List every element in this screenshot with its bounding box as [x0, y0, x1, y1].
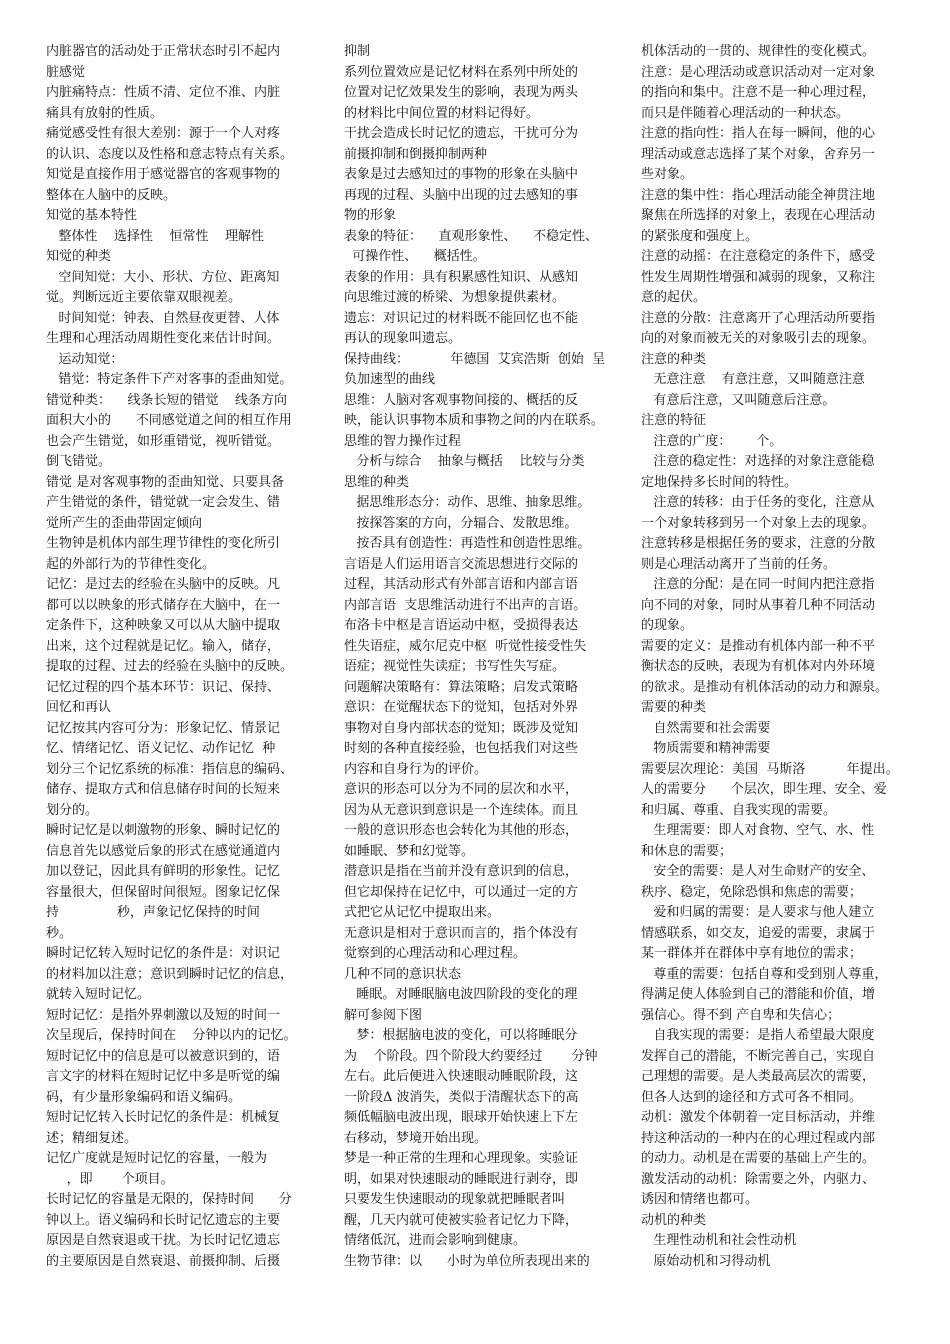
text-line: 记忆：是过去的经验在头脑中的反映。凡: [46, 577, 281, 592]
text-line: 瞬时记忆转入短时记忆的条件是：对识记: [46, 946, 281, 961]
text-line: 向不同的对象，同时从事着几种不同活动: [641, 597, 876, 613]
text-line: 回忆和再认: [46, 700, 112, 715]
text-line: 生理和心理活动周期性变化来估计时间。: [46, 331, 281, 346]
text-line: 错觉：特定条件下产对客事的歪曲知觉。: [46, 372, 293, 387]
text-line: 无意注意 有意注意，又叫随意注意: [641, 372, 865, 387]
text-line: 的材料加以注意；意识到瞬时记忆的信息，: [46, 966, 294, 982]
text-line: 加以登记，因此具有鲜明的形象性。记忆: [46, 864, 281, 879]
text-line: 思维：人脑对客观事物间接的、概括的反: [344, 392, 579, 408]
text-line: 生物钟是机体内部生理节律性的变化所引: [46, 536, 281, 551]
text-line: 倒飞错觉。: [46, 454, 112, 469]
text-line: 都可以以映象的形式储存在大脑中，在一: [46, 597, 281, 613]
text-line: 物的形象: [344, 208, 397, 223]
text-line: 诱因和情绪也都可。: [641, 1192, 759, 1207]
text-line: 觉。判断远近主要依靠双眼视差。: [46, 290, 242, 305]
text-line: 的欲求。是推动有机体活动的动力和源泉。: [641, 679, 889, 695]
text-line: 遗忘：对识记过的材料既不能回忆也不能: [344, 310, 579, 326]
text-line: 性发生周期性增强和减弱的现象，又称注: [641, 269, 876, 285]
text-line: 无意识是相对于意识而言的，指个体没有: [344, 925, 579, 941]
text-line: 明，如果对快速眼动的睡眠进行剥夺，即: [344, 1171, 579, 1187]
text-line: 只要发生快速眼动的现象就把睡眠者叫: [344, 1192, 566, 1207]
text-line: 和休息的需要；: [641, 843, 733, 859]
text-line: 思维的智力操作过程: [344, 433, 462, 449]
text-line: 表象的特征： 直观形象性、 不稳定性、: [344, 228, 599, 244]
text-line: 注意的特征: [641, 413, 707, 428]
text-line: 醒，几天内就可使被实验者记忆力下降，: [344, 1212, 579, 1228]
text-line: 表象的作用：具有积累感性知识、从感知: [344, 269, 579, 285]
text-line: 注意的集中性：指心理活动能全神贯注地: [641, 187, 876, 203]
text-line: 秒。: [46, 925, 73, 941]
text-line: 问题解决策略有：算法策略；启发式策略: [344, 679, 579, 695]
text-line: 聚焦在所选择的对象上，表现在心理活动: [641, 208, 876, 223]
text-line: 持 秒，声象记忆保持的时间: [46, 905, 260, 920]
text-line: 言文字的材料在短时记忆中多是听觉的编: [46, 1069, 281, 1084]
text-line: 机体活动的一贯的、规律性的变化模式。: [641, 44, 876, 59]
text-line: 左右。此后便进入快速眼动睡眠阶段，这: [344, 1069, 579, 1084]
text-line: 抑制: [344, 44, 371, 59]
text-line: 频低幅脑电波出现，眼球开始快速上下左: [344, 1110, 579, 1125]
text-line: 注意：是心理活动或意识活动对一定对象: [641, 64, 876, 80]
text-line: 些对象。: [641, 167, 694, 182]
text-line: 自我实现的需要：是指人希望最大限度: [641, 1028, 875, 1043]
text-line: 提取的过程、过去的经验在头脑中的反映。: [46, 659, 294, 674]
text-line: 注意的广度： 个。: [641, 433, 783, 449]
text-line: 一个对象转移到另一个对象上去的现象。: [641, 515, 876, 531]
text-line: 情绪低沉，进而会影响到健康。: [344, 1233, 527, 1248]
text-line: 注意的分配：是在同一时间内把注意指: [641, 577, 875, 592]
text-line: 短时记忆中的信息是可以被意识到的，语: [46, 1048, 281, 1064]
text-line: 原始动机和习得动机: [641, 1253, 771, 1269]
text-line: 但它却保持在记忆中，可以通过一定的方: [344, 884, 579, 900]
text-line: 起的外部行为的节律性变化。: [46, 556, 216, 572]
text-line: 内脏器官的活动处于正常状态时引不起内: [46, 44, 281, 59]
text-line: 产生错觉的条件，错觉就一定会发生、错: [46, 495, 281, 510]
text-line: 的材料比中间位置的材料记得好。: [344, 105, 540, 121]
text-line: 也会产生错觉，如形重错觉，视听错觉。: [46, 433, 281, 449]
text-line: 分析与综合 抽象与概括 比较与分类: [344, 454, 585, 469]
text-line: 面积大小的 不同感觉道之间的相互作用: [46, 413, 292, 428]
text-line: 和归属、尊重、自我实现的需要。: [641, 802, 837, 818]
text-line: 某一群体并在群体中享有地位的需求；: [641, 946, 863, 961]
text-line: 负加速型的曲线: [344, 372, 436, 387]
text-line: 向思维过渡的桥梁、为想象提供素材。: [344, 290, 566, 305]
text-line: 容量很大，但保留时间很短。图象记忆保: [46, 884, 281, 900]
text-line: 一般的意识形态也会转化为其他的形态，: [344, 823, 579, 838]
text-line: 空间知觉：大小、形状、方位、距离知: [46, 269, 280, 285]
text-line: 知觉的种类: [46, 249, 112, 264]
text-line: 强信心。得不到 产自卑和失信心；: [641, 1007, 841, 1023]
text-line: 持这种活动的一种内在的心理过程或内部: [641, 1130, 876, 1146]
text-line: 注意的转移：由于任务的变化，注意从: [641, 495, 875, 510]
text-line: 储存、提取方式和信息储存时间的长短来: [46, 782, 281, 797]
text-line: 因为从无意识到意识是一个连续体。而且: [344, 802, 579, 818]
text-column-middle: [344, 42, 612, 1272]
text-line: 就转入短时记忆。: [46, 987, 151, 1002]
text-line: 事物对自身内部状态的觉知；既涉及觉知: [344, 720, 579, 736]
text-line: 觉所产生的歪曲带固定倾向: [46, 515, 203, 531]
text-line: 情感联系，如交友，追爱的需要，隶属于: [641, 925, 876, 941]
text-line: 整体在人脑中的反映。: [46, 187, 177, 203]
text-line: 右移动，梦境开始出现。: [344, 1130, 488, 1146]
text-line: 觉察到的心理活动和心理过程。: [344, 946, 527, 961]
text-line: 据思维形态分：动作、思维、抽象思维。: [344, 495, 591, 510]
text-line: 的指向和集中。注意不是一种心理过程，: [641, 85, 876, 100]
text-line: 划分三个记忆系统的标准：指信息的编码、: [46, 761, 294, 777]
text-line: 意识：在觉醒状态下的觉知，包括对外界: [344, 700, 579, 715]
text-line: 钟以上。语义编码和长时记忆遗忘的主要: [46, 1212, 281, 1228]
text-line: 内脏痛特点：性质不清、定位不准、内脏: [46, 85, 281, 100]
text-line: 定地保持多长时间的特性。: [641, 474, 798, 490]
text-line: 向的对象而被无关的对象吸引去的现象。: [641, 331, 876, 346]
text-line: 动机：激发个体朝着一定目标活动，并维: [641, 1110, 876, 1125]
text-line: 几种不同的意识状态: [344, 966, 462, 982]
text-line: 性失语症，威尔尼克中枢 听觉性接受性失: [344, 638, 587, 654]
text-line: 内容和自身行为的评价。: [344, 761, 488, 777]
text-line: 按否具有创造性：再造性和创造性思维。: [344, 536, 591, 551]
text-line: 可操作性、 概括性。: [344, 249, 486, 264]
text-line: 内部言语 支思维活动进行不出声的言语。: [344, 597, 587, 613]
text-line: 的主要原因是自然衰退、前摄抑制、后摄: [46, 1253, 281, 1269]
text-line: 码，有少量形象编码和语义编码。: [46, 1089, 242, 1105]
text-line: 思维的种类: [344, 474, 410, 490]
text-line: 按探答案的方向，分辐合、发散思维。: [344, 515, 578, 531]
text-line: 如睡眠、梦和幻觉等。: [344, 843, 475, 859]
text-line: 系列位置效应是记忆材料在系列中所处的: [344, 64, 579, 80]
text-line: 错觉种类： 线条长短的错觉 线条方向: [46, 392, 288, 408]
text-line: 自然需要和社会需要: [641, 720, 771, 736]
text-line: 出来，这个过程就是记忆。输入，储存，: [46, 638, 281, 654]
text-line: 注意的动摇：在注意稳定的条件下，感受: [641, 249, 876, 264]
text-column-right: [641, 42, 909, 1272]
text-line: 则是心理活动离开了当前的任务。: [641, 556, 837, 572]
text-line: ，即 个项目。: [46, 1171, 174, 1187]
text-line: 语症；视觉性失读症；书写性失写症。: [344, 659, 566, 674]
text-line: 意的起伏。: [641, 290, 707, 305]
text-line: 时间知觉：钟表、自然昼夜更替、人体: [46, 310, 280, 326]
text-line: 衡状态的反映，表现为有机体对内外环境: [641, 659, 876, 674]
text-line: 再认的现象叫遗忘。: [344, 331, 462, 346]
text-line: 睡眠。对睡眠脑电波四阶段的变化的理: [344, 987, 578, 1002]
text-line: 己理想的需要。是人类最高层次的需要，: [641, 1069, 876, 1084]
text-line: 梦是一种正常的生理和心理现象。实验证: [344, 1151, 579, 1166]
text-line: 理活动或意志选择了某个对象，舍弃另一: [641, 146, 876, 162]
text-line: 潜意识是指在当前并没有意识到的信息，: [344, 864, 579, 879]
text-line: 有意后注意，又叫随意后注意。: [641, 392, 836, 408]
text-line: 原因是自然衰退或干扰。为长时记忆遗忘: [46, 1233, 281, 1248]
text-line: 但各人达到的途径和方式可各不相同。: [641, 1089, 863, 1105]
text-line: 言语是人们运用语言交流思想进行交际的: [344, 556, 579, 572]
text-line: 爱和归属的需要：是人要求与他人建立: [641, 905, 875, 920]
text-line: 需要的种类: [641, 700, 707, 715]
text-line: 安全的需要：是人对生命财产的安全、: [641, 864, 875, 879]
text-line: 生物节律：以 小时为单位所表现出来的: [344, 1253, 590, 1269]
text-line: 的动力。动机是在需要的基础上产生的。: [641, 1151, 876, 1166]
text-line: 映，能认识事物本质和事物之间的内在联系。: [344, 413, 605, 428]
text-line: 长时记忆的容量是无限的，保持时间 分: [46, 1192, 292, 1207]
text-line: 运动知觉：: [46, 351, 124, 367]
text-line: 布洛卡中枢是言语运动中枢，受损得表达: [344, 618, 579, 633]
text-line: 注意的种类: [641, 351, 707, 367]
text-line: 时刻的各种直接经验，也包括我们对这些: [344, 741, 579, 756]
text-line: 信息首先以感觉后象的形式在感觉通道内: [46, 843, 281, 859]
text-line: 发挥自己的潜能，不断完善自己，实现自: [641, 1048, 876, 1064]
text-line: 定条件下，这种映象又可以从大脑中提取: [46, 618, 281, 633]
text-line: 次呈现后，保持时间在 分钟以内的记忆。: [46, 1028, 297, 1043]
text-line: 记忆过程的四个基本环节：识记、保持、: [46, 679, 281, 695]
text-line: 一阶段Δ 波消失，类似于清醒状态下的高: [344, 1089, 579, 1105]
text-line: 整体性 选择性 恒常性 理解性: [46, 228, 264, 244]
text-line: 短时记忆转入长时记忆的条件是：机械复: [46, 1110, 281, 1125]
text-line: 注意的稳定性：对选择的对象注意能稳: [641, 454, 875, 469]
text-line: 需要的定义：是推动有机体内部一种不平: [641, 638, 876, 654]
text-line: 需要层次理论：美国 马斯洛 年提出。: [641, 761, 899, 777]
text-line: 动机的种类: [641, 1212, 707, 1228]
text-line: 过程，其活动形式有外部言语和内部言语: [344, 577, 579, 592]
text-line: 知觉是直接作用于感觉器官的客观事物的: [46, 167, 281, 182]
text-line: 激发活动的动机：除需要之外，内驱力、: [641, 1171, 876, 1187]
text-line: 而只是伴随着心理活动的一种状态。: [641, 105, 850, 121]
text-line: 为 个阶段。四个阶段大约要经过 分钟: [344, 1048, 598, 1064]
text-line: 人的需要分 个层次，即生理、安全、爱: [641, 782, 887, 797]
text-line: 干扰会造成长时记忆的遗忘，干扰可分为: [344, 126, 579, 141]
text-line: 解可参阅下图: [344, 1007, 423, 1023]
text-line: 保持曲线： 年德国 艾宾浩斯 创始 呈: [344, 351, 606, 367]
text-line: 瞬时记忆是以刺激物的形象、瞬时记忆的: [46, 823, 281, 838]
text-line: 生理性动机和社会性动机: [641, 1233, 797, 1248]
text-line: 梦：根据脑电波的变化，可以将睡眠分: [344, 1028, 578, 1043]
text-line: 秩序、稳定，免除恐惧和焦虑的需要；: [641, 884, 863, 900]
text-line: 脏感觉: [46, 64, 86, 80]
text-line: 生理需要：即人对食物、空气、水、性: [641, 823, 875, 838]
text-line: 物质需要和精神需要: [641, 741, 771, 756]
text-line: 再现的过程、头脑中出现的过去感知的事: [344, 187, 579, 203]
text-line: 得满足使人体验到自己的潜能和价值，增: [641, 987, 876, 1002]
text-line: 意识的形态可以分为不同的层次和水平，: [344, 782, 579, 797]
text-line: 注意的分散：注意离开了心理活动所要指: [641, 310, 876, 326]
text-line: 划分的。: [46, 802, 99, 818]
text-line: 式把它从记忆中提取出来。: [344, 905, 501, 920]
text-line: 表象是过去感知过的事物的形象在头脑中: [344, 167, 579, 182]
text-line: 知觉的基本特性: [46, 208, 138, 223]
text-line: 述；精细复述。: [46, 1130, 138, 1146]
text-line: 痛觉感受性有很大差别：源于一个人对疼: [46, 126, 281, 141]
text-line: 的紧张度和强度上。: [641, 228, 759, 244]
text-line: 位置对记忆效果发生的影响，表现为两头: [344, 85, 579, 100]
text-line: 注意转移是根据任务的要求，注意的分散: [641, 536, 876, 551]
text-line: 的认识、态度以及性格和意志特点有关系。: [46, 146, 294, 162]
text-line: 的现象。: [641, 618, 694, 633]
text-line: 记忆广度就是短时记忆的容量，一般为: [46, 1151, 268, 1166]
text-line: 前摄抑制和倒摄抑制两种: [344, 146, 488, 162]
text-line: 注意的指向性：指人在每一瞬间，他的心: [641, 126, 876, 141]
text-line: 痛具有放射的性质。: [46, 105, 164, 121]
text-column-left: [46, 42, 314, 1272]
text-line: 记忆按其内容可分为：形象记忆、情景记: [46, 720, 281, 736]
text-line: 尊重的需要：包括自尊和受到别人尊重，: [641, 966, 888, 982]
text-line: 忆、情绪记忆、语义记忆、动作记忆 种: [46, 741, 276, 756]
text-line: 错觉 是对客观事物的歪曲知觉、只要具备: [46, 474, 285, 490]
text-line: 短时记忆：是指外界刺激以及短的时间一: [46, 1007, 281, 1023]
